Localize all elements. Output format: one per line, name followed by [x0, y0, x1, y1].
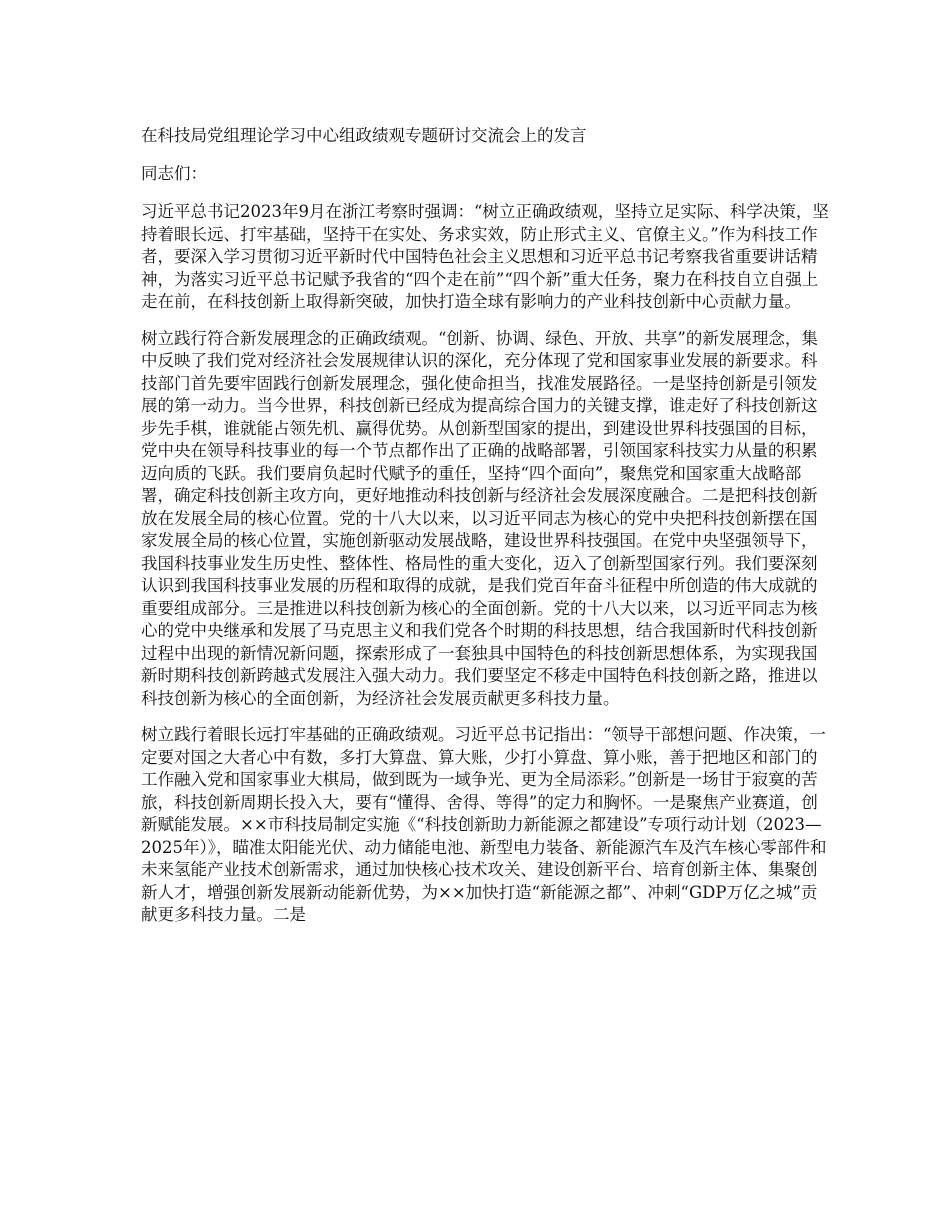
paragraph-new-development: 树立践行符合新发展理念的正确政绩观。“创新、协调、绿色、开放、共享”的新发展理念，集中反映了我们党对经济社会发展规律认识的深化，充分体现了党和国家事业发展的新要求。科技部门首先要牢固践行创新发展理念，强化使命担当，找准发展路径。一是坚持创新是引领发展的第一动力。当今世界，科技创新已经成为提高综合国力的关键支撑，谁走好了科技创新这步先手棋，谁就能占领先机、赢得优势。从创新型国家的提出，到建设世界科技强国的目标，党中央在领导科技事业的每一个节点都作出了正确的战略部署，引领国家科技实力从量的积累迈向质的飞跃。我们要肩负起时代赋予的重任，坚持“四个面向”，聚焦党和国家重大战略部署，确定科技创新主攻方向，更好地推动科技创新与经济社会发展深度融合。二是把科技创新放在发展全局的核心位置。党的十八大以来，以习近平同志为核心的党中央把科技创新摆在国家发展全局的核心位置，实施创新驱动发展战略，建设世界科技强国。在党中央坚强领导下，我国科技事业发生历史性、整体性、格局性的重大变化，迈入了创新型国家行列。我们要深刻认识到我国科技事业发展的历程和取得的成就，是我们党百年奋斗征程中所创造的伟大成就的重要组成部分。三是推进以科技创新为核心的全面创新。党的十八大以来，以习近平同志为核心的党中央继承和发展了马克思主义和我们党各个时期的科技思想，结合我国新时代科技创新过程中出现的新情况新问题，探索形成了一套独具中国特色的科技创新思想体系，为实现我国新时期科技创新跨越式发展注入强大动力。我们要坚定不移走中国特色科技创新之路，推进以科技创新为核心的全面创新，为经济社会发展贡献更多科技力量。	[141, 328, 818, 708]
document-title: 在科技局党组理论学习中心组政绩观专题研讨交流会上的发言	[141, 126, 587, 145]
salutation: 同志们：	[141, 164, 207, 183]
paragraph-long-term: 树立践行着眼长远打牢基础的正确政绩观。习近平总书记指出：“领导干部想问题、作决策，一定要对国之大者心中有数，多打大算盘、算大账，少打小算盘、算小账，善于把地区和部门的工作融入党和国家事业大棋局，做到既为一域争光、更为全局添彩。”创新是一场甘于寂寞的苦旅，科技创新周期长投入大，要有“懂得、舍得、等得”的定力和胸怀。一是聚焦产业赛道，创新赋能发展。××市科技局制定实施《“科技创新助力新能源之都建设”专项行动计划（2023—2025年）》，瞄准太阳能光伏、动力储能电池、新型电力装备、新能源汽车及汽车核心零部件和未来氢能产业技术创新需求，通过加快核心技术攻关、建设创新平台、培育创新主体、集聚创新人才，增强创新发展新动能新优势，为××加快打造“新能源之都”、冲刺“GDP万亿之城”贡献更多科技力量。二是	[141, 725, 827, 924]
paragraph-intro: 习近平总书记2023年9月在浙江考察时强调：“树立正确政绩观，坚持立足实际、科学决策，坚持着眼长远、打牢基础，坚持干在实处、务求实效，防止形式主义、官僚主义。”作为科技工作者，要深入学习贯彻习近平新时代中国特色社会主义思想和习近平总书记考察我省重要讲话精神，为落实习近平总书记赋予我省的“四个走在前”“四个新”重大任务，聚力在科技自立自强上走在前，在科技创新上取得新突破，加快打造全球有影响力的产业科技创新中心贡献力量。	[141, 202, 829, 311]
document-page	[141, 125, 831, 941]
